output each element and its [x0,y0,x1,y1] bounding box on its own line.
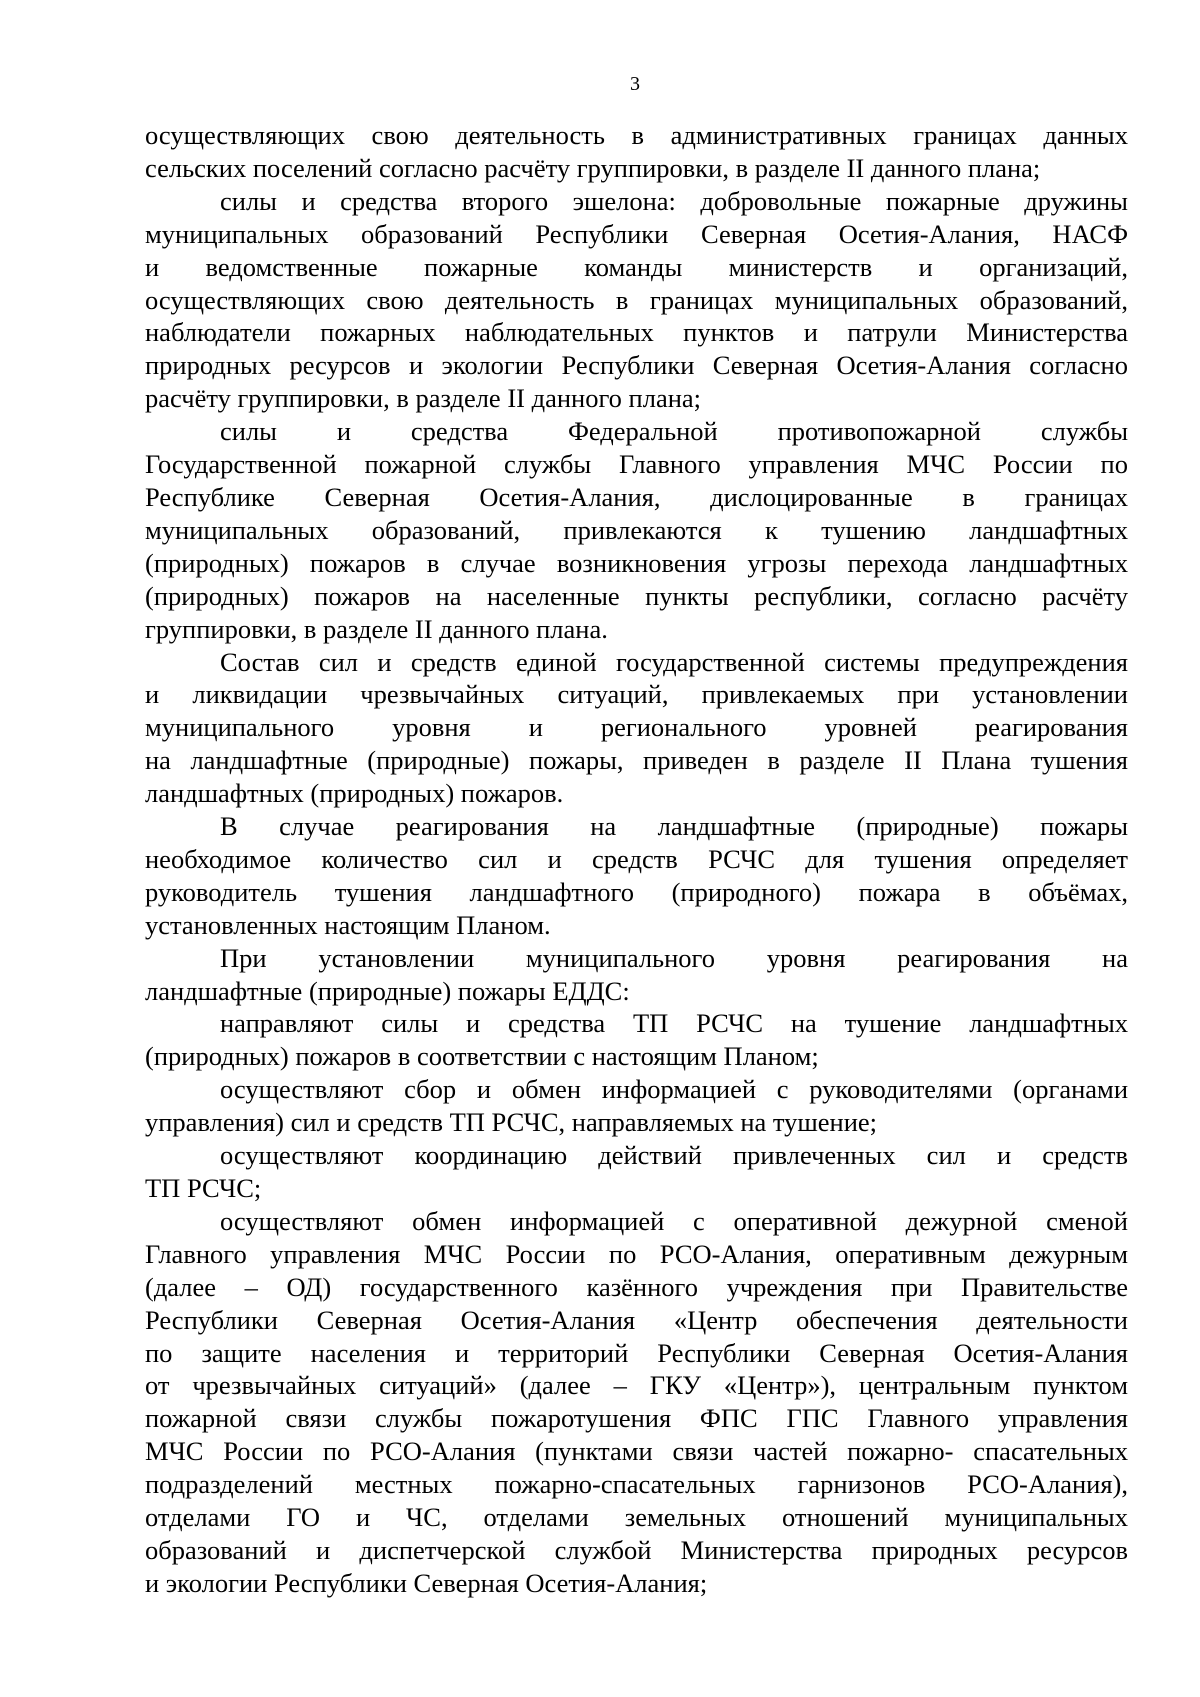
paragraph [145,1073,1128,1139]
paragraph [145,415,1128,645]
text-line: руководитель тушения ландшафтного (природного) пожара в объёмах, [145,876,1128,907]
text-line: наблюдатели пожарных наблюдательных пунктов и патрули Министерства [145,317,1128,348]
paragraph [145,1139,1128,1205]
text-line: пожарной связи службы пожаротушения ФПС ГПС Главного управления [145,1403,1128,1434]
text-line: Главного управления МЧС России по РСО-Алания, оперативным дежурным [145,1238,1128,1269]
text-line: Республики Северная Осетия-Алания «Центр обеспечения деятельности [145,1304,1128,1335]
text-line: ландшафтные (природные) пожары ЕДДС: [145,975,630,1006]
paragraph [145,942,1128,1008]
text-line: Республике Северная Осетия-Алания, дислоцированные в границах [145,481,1128,512]
text-line: управления) сил и средств ТП РСЧС, направляемых на тушение; [145,1107,878,1138]
text-line: подразделений местных пожарно-спасательных гарнизонов РСО-Алания), [145,1469,1128,1500]
text-line: образований и диспетчерской службой Министерства природных ресурсов [145,1534,1128,1565]
text-line: Государственной пожарной службы Главного управления МЧС России по [145,449,1128,480]
text-line: осуществляющих свою деятельность в административных границах данных [145,120,1128,150]
text-line: Состав сил и средств единой государственной системы предупреждения [220,646,1128,677]
text-line: на ландшафтные (природные) пожары, приведен в разделе II Плана тушения [145,745,1128,776]
paragraph [145,646,1128,811]
paragraph [145,1205,1128,1600]
text-line: по защите населения и территорий Республики Северная Осетия-Алания [145,1337,1128,1368]
text-line: сельских поселений согласно расчёту группировки, в разделе II данного плана; [145,152,1041,183]
text-line: и ликвидации чрезвычайных ситуаций, привлекаемых при установлении [145,679,1128,710]
text-line: необходимое количество сил и средств РСЧС для тушения определяет [145,843,1128,874]
text-line: установленных настоящим Планом. [145,909,551,940]
text-line: (далее – ОД) государственного казённого учреждения при Правительстве [145,1271,1128,1302]
text-line: направляют силы и средства ТП РСЧС на тушение ландшафтных [220,1008,1128,1039]
text-line: ландшафтных (природных) пожаров. [145,778,564,809]
text-line: осуществляют сбор и обмен информацией с руководителями (органами [220,1074,1128,1105]
text-line: При установлении муниципального уровня реагирования на [220,942,1128,973]
document-body [145,119,1128,1600]
text-line: ТП РСЧС; [145,1173,262,1203]
text-line: муниципальных образований, привлекаются к тушению ландшафтных [145,514,1128,545]
text-line: В случае реагирования на ландшафтные (природные) пожары [220,811,1128,842]
paragraph [145,119,1128,185]
page-number: 3 [630,73,640,95]
text-line: группировки, в разделе II данного плана. [145,613,608,644]
text-line: (природных) пожаров в случае возникновения угрозы перехода ландшафтных [145,547,1128,578]
text-line: муниципальных образований Республики Северная Осетия-Алания, НАСФ [145,218,1128,249]
text-line: и ведомственные пожарные команды министерств и организаций, [145,251,1128,282]
text-line: силы и средства второго эшелона: добровольные пожарные дружины [220,185,1128,216]
text-line: (природных) пожаров на населенные пункты республики, согласно расчёту [145,580,1128,611]
text-line: муниципального уровня и регионального уровней реагирования [145,712,1128,743]
text-line: (природных) пожаров в соответствии с настоящим Планом; [145,1041,819,1072]
text-line: осуществляют координацию действий привлеченных сил и средств [220,1140,1128,1171]
paragraph [145,185,1128,415]
text-line: силы и средства Федеральной противопожарной службы [220,416,1128,447]
text-line: и экологии Республики Северная Осетия-Алания; [145,1567,708,1598]
text-line: от чрезвычайных ситуаций» (далее – ГКУ «Центр»), центральным пунктом [145,1370,1128,1401]
text-line: отделами ГО и ЧС, отделами земельных отношений муниципальных [145,1502,1128,1533]
text-line: осуществляют обмен информацией с оперативной дежурной сменой [220,1205,1128,1236]
paragraph [145,810,1128,942]
text-line: осуществляющих свою деятельность в границах муниципальных образований, [145,284,1128,315]
text-line: расчёту группировки, в разделе II данного плана; [145,383,702,414]
text-line: МЧС России по РСО-Алания (пунктами связи частей пожарно- спасательных [145,1436,1128,1467]
text-line: природных ресурсов и экологии Республики Северная Осетия-Алания согласно [145,350,1128,381]
paragraph [145,1007,1128,1073]
